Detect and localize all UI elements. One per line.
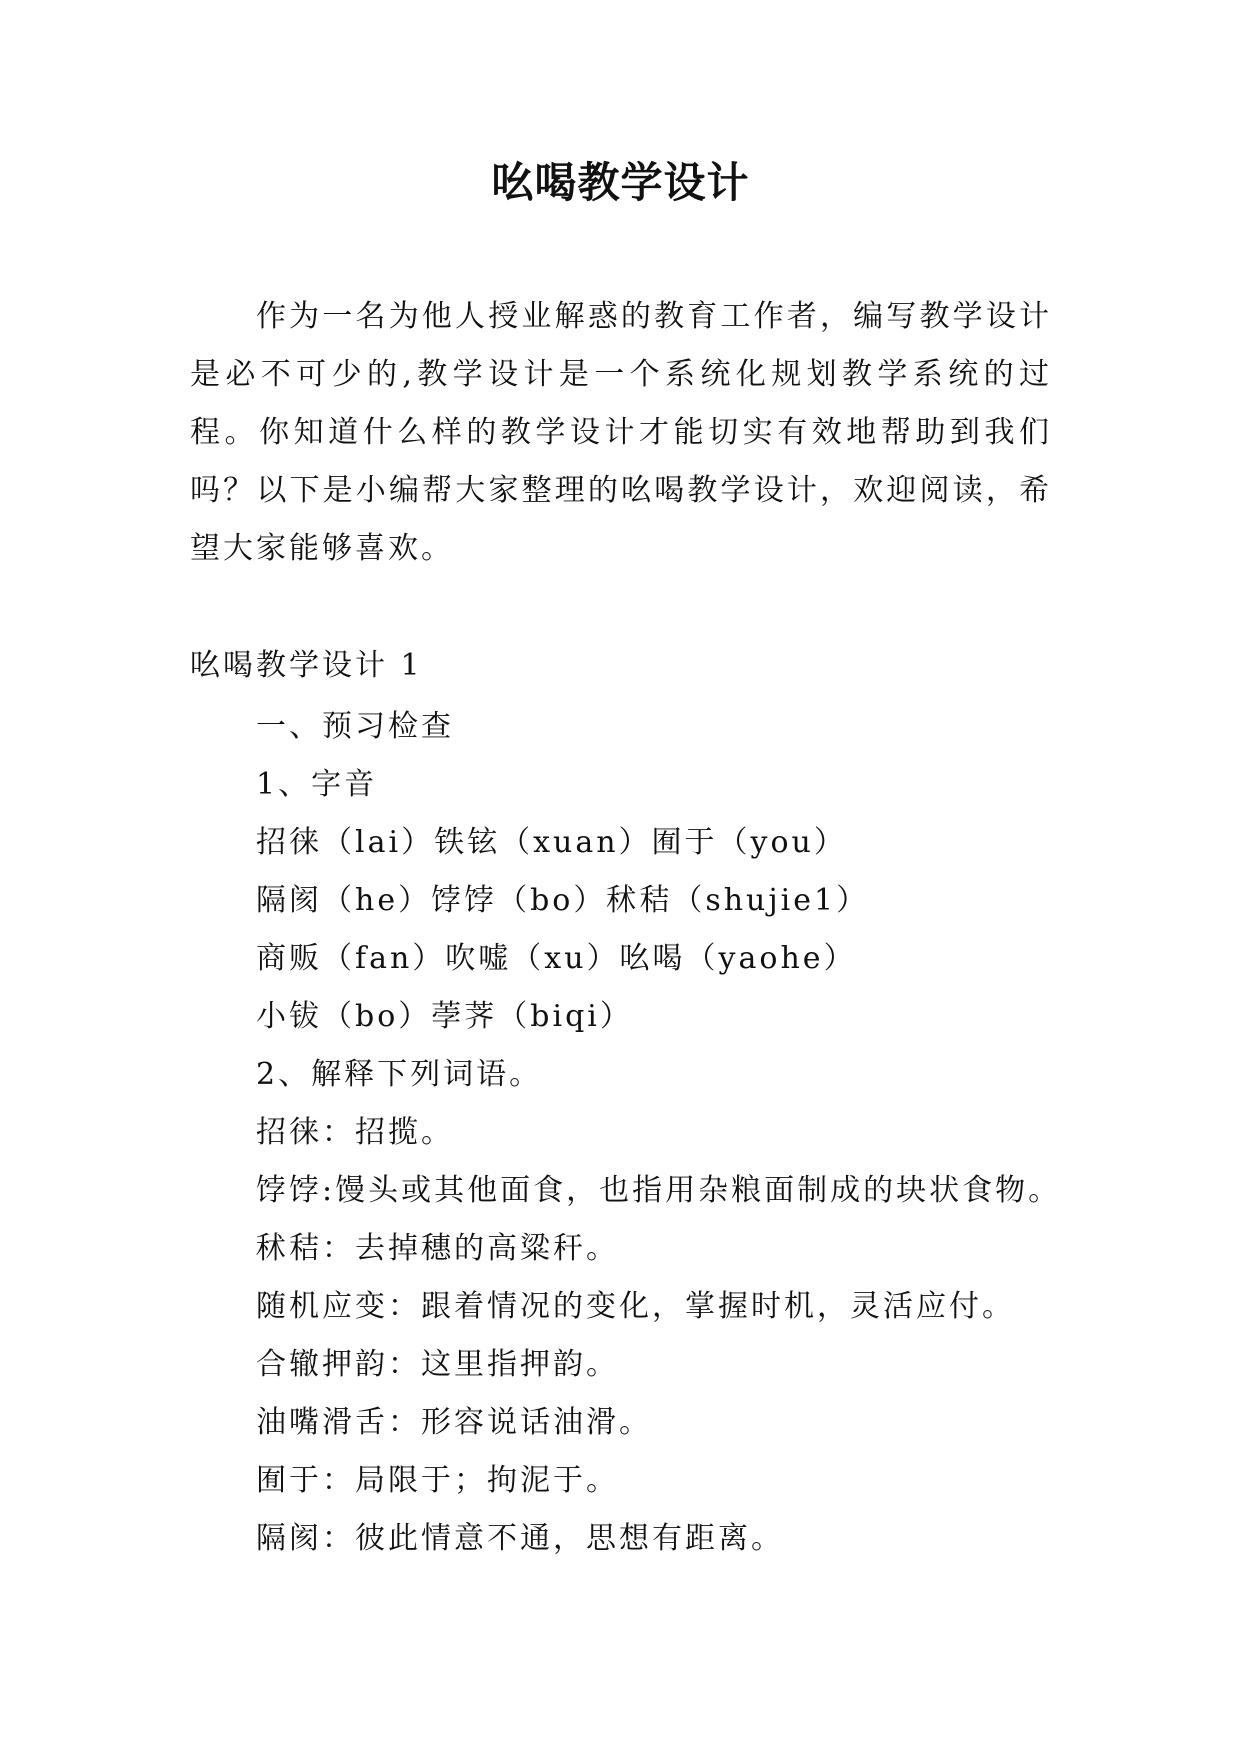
body-line: 随机应变：跟着情况的变化，掌握时机，灵活应付。 [256,1289,1015,1324]
body-line: 合辙押韵：这里指押韵。 [256,1347,619,1382]
intro-paragraph: 作为一名为他人授业解惑的教育工作者，编写教学设计是必不可少的,教学设计是一个系统化规划教学系统的过程。你知道什么样的教学设计才能切实有效地帮助到我们吗？以下是小编帮大家整理的吆喝教学设计，欢迎阅读，希望大家能够喜欢。 [190,299,1052,566]
body-line: 饽饽:馒头或其他面食，也指用杂粮面制成的块状食物。 [256,1173,1062,1208]
section-body [256,698,1076,1568]
body-line: 一、预习检查 [256,709,454,744]
body-line: 囿于：局限于；拘泥于。 [256,1463,619,1498]
body-line: 小钹（bo）荸荠（biqi） [256,999,633,1034]
section-heading: 吆喝教学设计 1 [190,648,423,683]
body-line: 1、字音 [256,767,378,802]
body-line: 隔阂（he）饽饽（bo）秫秸（shujie1） [256,883,870,918]
body-line: 招徕（lai）铁铉（xuan）囿于（you） [256,825,847,860]
body-line: 秫秸：去掉穗的高粱秆。 [256,1231,619,1266]
body-line: 油嘴滑舌：形容说话油滑。 [256,1405,652,1440]
body-line: 商贩（fan）吹嘘（xu）吆喝（yaohe） [256,941,857,976]
document-title: 吆喝教学设计 [491,158,750,207]
body-line: 招徕：招揽。 [256,1115,454,1150]
body-line: 2、解释下列词语。 [256,1057,543,1092]
body-line: 隔阂：彼此情意不通，思想有距离。 [256,1521,784,1556]
